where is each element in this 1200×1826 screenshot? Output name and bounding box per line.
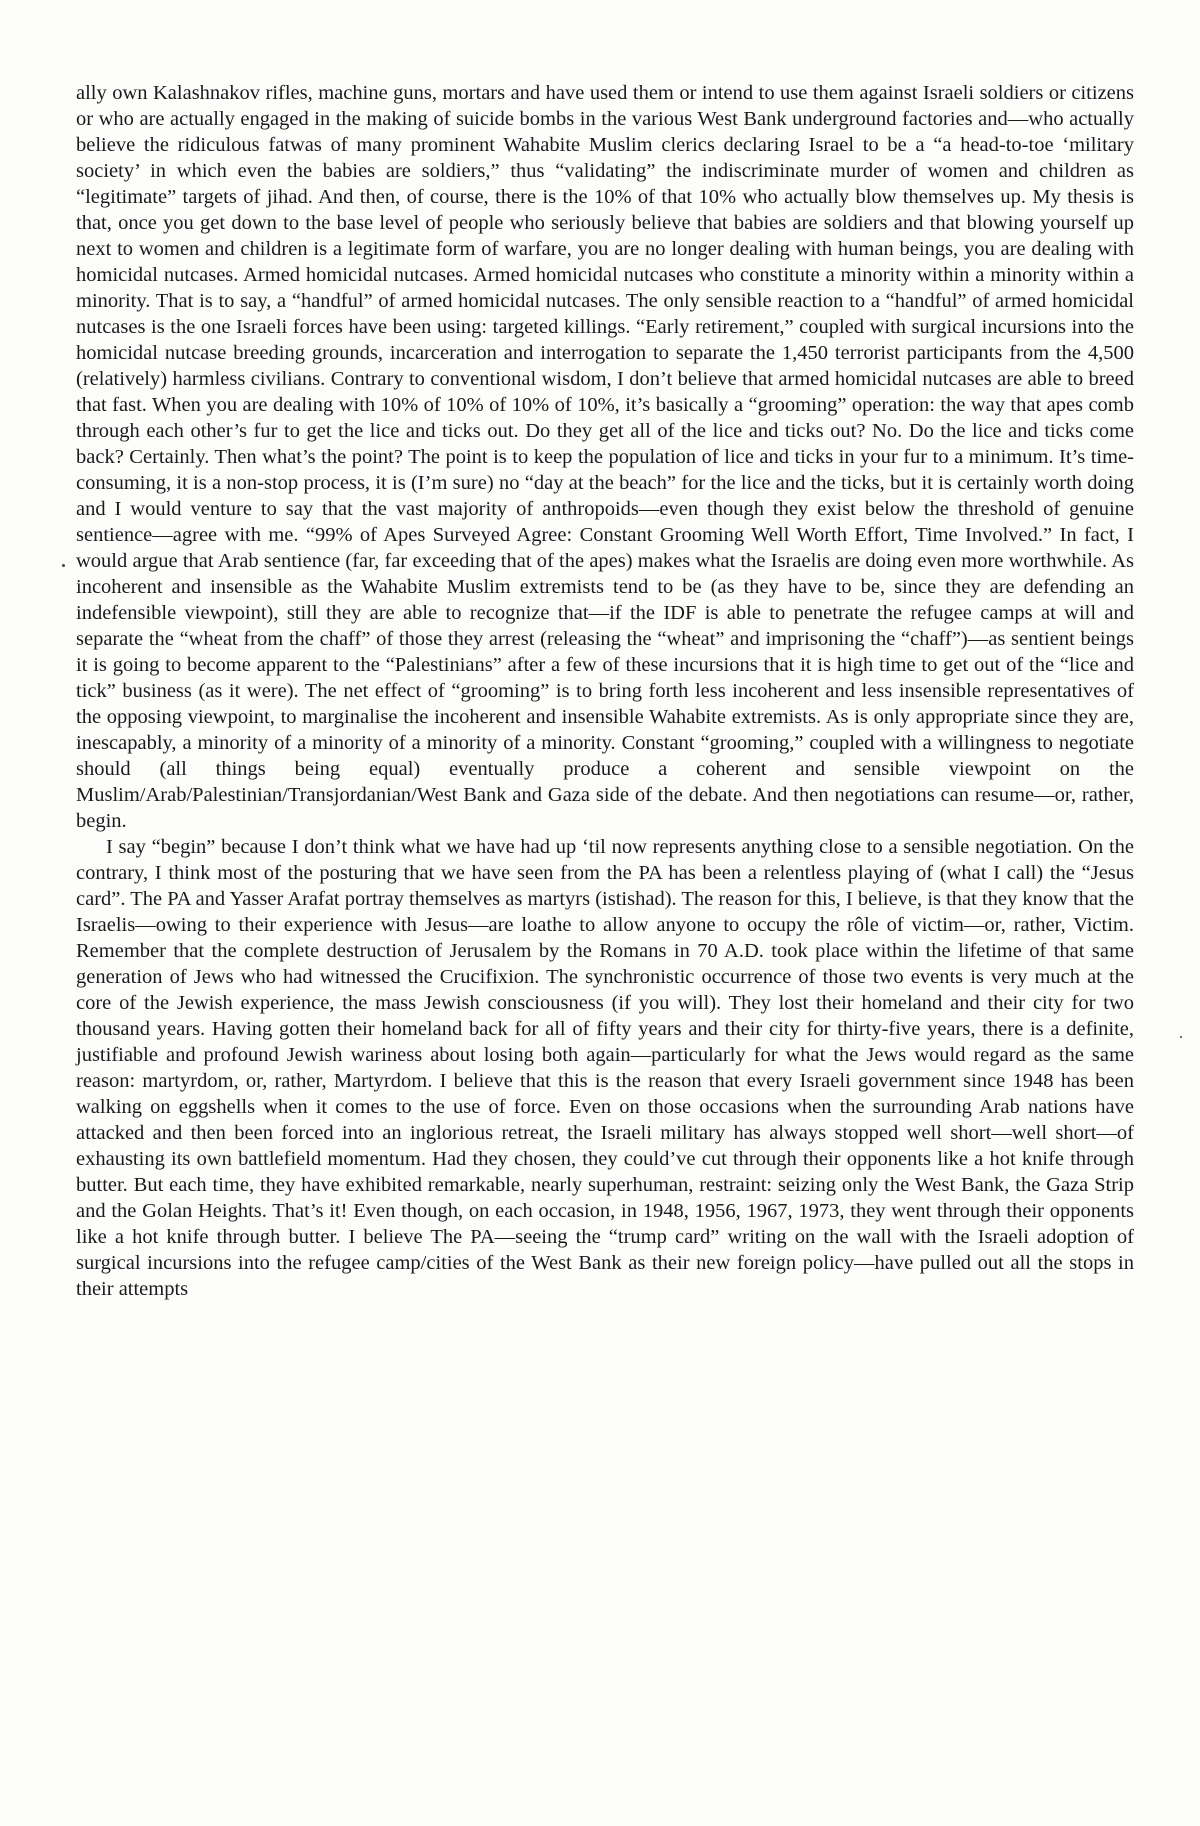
paragraph-2: I say “begin” because I don’t think what we have had up ‘til now represents anything close to a sensible negotiation. On the contrary, I think most of the posturing that we have seen from the PA has been a relentless playing of (what I call) the “Jesus card”. The PA and Yasser Arafat portray themselves as martyrs (istishad). The reason for this, I believe, is that they know that the Israelis—owing to their experience with Jesus—are loathe to allow anyone to occupy the rôle of victim—or, rather, Victim. Remember that the complete destruction of Jerusalem by the Romans in 70 A.D. took place within the lifetime of that same generation of Jews who had witnessed the Crucifixion. The synchronistic occurrence of those two events is very much at the core of the Jewish experience, the mass Jewish consciousness (if you will). They lost their homeland and their city for two thousand years. Having gotten their homeland back for all of fifty years and their city for thirty-five years, there is a definite, justifiable and profound Jewish wariness about losing both again—particularly for what the Jews would regard as the same reason: martyrdom, or, rather, Martyrdom. I believe that this is the reason that every Israeli government since 1948 has been walking on eggshells when it comes to the use of force. Even on those occasions when the surrounding Arab nations have attacked and then been forced into an inglorious retreat, the Israeli military has always stopped well short—well short—of exhausting its own battlefield momentum. Had they chosen, they could’ve cut through their opponents like a hot knife through butter. But each time, they have exhibited remarkable, nearly superhuman, restraint: seizing only the West Bank, the Gaza Strip and the Golan Heights. That’s it! Even though, on each occasion, in 1948, 1956, 1967, 1973, they went through their opponents like a hot knife through butter. I believe The PA—seeing the “trump card” writing on the wall with the Israeli adoption of surgical incursions into the refugee camp/cities of the West Bank as their new foreign policy—have pulled out all the stops in their attempts [76, 836, 1134, 1300]
scan-speck [1180, 1036, 1182, 1038]
scan-speck [62, 564, 65, 567]
body-text [76, 80, 1134, 1302]
paragraph-1: ally own Kalashnakov rifles, machine guns, mortars and have used them or intend to use them against Israeli soldiers or citizens or who are actually engaged in the making of suicide bombs in the various West Bank underground factories and—who actually believe the ridiculous fatwas of many prominent Wahabite Muslim clerics declaring Israel to be a “a head-to-toe ‘military society’ in which even the babies are soldiers,” thus “validating” the indiscriminate murder of women and children as “legitimate” targets of jihad. And then, of course, there is the 10% of that 10% who actually blow themselves up. My thesis is that, once you get down to the base level of people who seriously believe that babies are soldiers and that blowing yourself up next to women and children is a legitimate form of warfare, you are no longer dealing with human beings, you are dealing with homicidal nutcases. Armed homicidal nutcases. Armed homicidal nutcases who constitute a minority within a minority within a minority. That is to say, a “handful” of armed homicidal nutcases. The only sensible reaction to a “handful” of armed homicidal nutcases is the one Israeli forces have been using: targeted killings. “Early retirement,” coupled with surgical incursions into the homicidal nutcase breeding grounds, incarceration and interrogation to separate the 1,450 terrorist participants from the 4,500 (relatively) harmless civilians. Contrary to conventional wisdom, I don’t believe that armed homicidal nutcases are able to breed that fast. When you are dealing with 10% of 10% of 10% of 10%, it’s basically a “grooming” operation: the way that apes comb through each other’s fur to get the lice and ticks out. Do they get all of the lice and ticks out? No. Do the lice and ticks come back? Certainly. Then what’s the point? The point is to keep the population of lice and ticks in your fur to a minimum. It’s time-consuming, it is a non-stop process, it is (I’m sure) no “day at the beach” for the lice and the ticks, but it is certainly worth doing and I would venture to say that the vast majority of anthropoids—even though they exist below the threshold of genuine sentience—agree with me. “99% of Apes Surveyed Agree: Constant Grooming Well Worth Effort, Time Involved.” In fact, I would argue that Arab sentience (far, far exceeding that of the apes) makes what the Israelis are doing even more worthwhile. As incoherent and insensible as the Wahabite Muslim extremists tend to be (as they have to be, since they are defending an indefensible viewpoint), still they are able to recognize that—if the IDF is able to penetrate the refugee camps at will and separate the “wheat from the chaff” of those they arrest (releasing the “wheat” and imprisoning the “chaff”)—as sentient beings it is going to become apparent to the “Palestinians” after a few of these incursions that it is high time to get out of the “lice and tick” business (as it were). The net effect of “grooming” is to bring forth less incoherent and less insensible representatives of the opposing viewpoint, to marginalise the incoherent and insensible Wahabite extremists. As is only appropriate since they are, inescapably, a minority of a minority of a minority of a minority. Constant “grooming,” coupled with a willingness to negotiate should (all things being equal) eventually produce a coherent and sensible viewpoint on the Muslim/Arab/Palestinian/Transjordanian/West Bank and Gaza side of the debate. And then negotiations can resume—or, rather, begin. [76, 82, 1134, 832]
